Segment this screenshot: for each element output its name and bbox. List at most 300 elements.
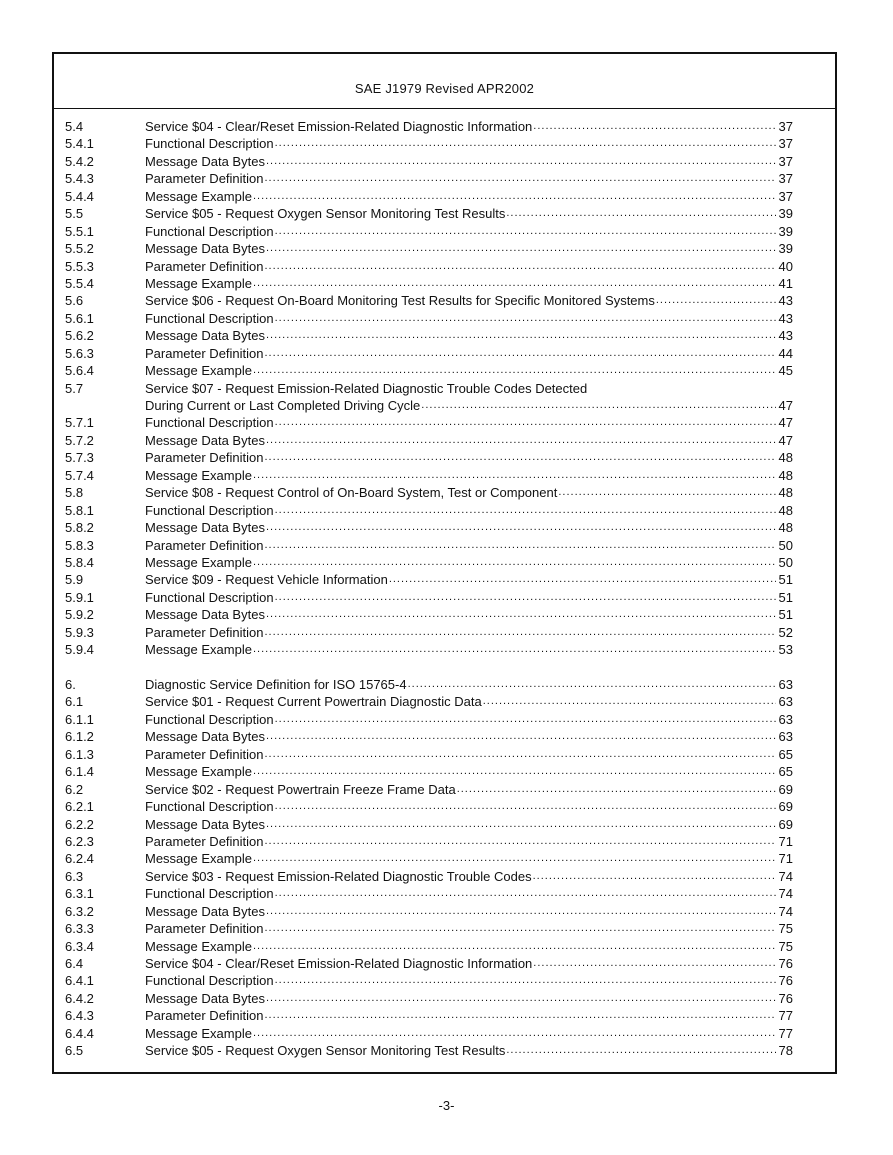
toc-page-number: 69 bbox=[778, 816, 793, 832]
toc-dot-leader bbox=[253, 467, 776, 484]
toc-dot-leader bbox=[275, 135, 776, 152]
toc-entry bbox=[65, 641, 793, 658]
toc-dot-leader bbox=[253, 850, 776, 867]
toc-dot-leader bbox=[457, 781, 776, 798]
toc-dot-leader bbox=[533, 955, 776, 972]
toc-dot-leader bbox=[266, 519, 776, 536]
toc-dot-leader bbox=[265, 833, 777, 850]
toc-page-number: 69 bbox=[778, 781, 793, 797]
toc-section-title: Parameter Definition bbox=[145, 258, 264, 274]
toc-section-number: 5.4 bbox=[65, 119, 84, 134]
toc-section-title: Service $04 - Clear/Reset Emission-Related Diagnostic Information bbox=[145, 956, 533, 971]
toc-entry-body bbox=[145, 310, 793, 327]
toc-section-title: Message Data Bytes bbox=[145, 241, 265, 257]
toc-page-number: 51 bbox=[778, 607, 793, 623]
toc-entry-body bbox=[145, 258, 793, 275]
toc-dot-leader bbox=[266, 432, 776, 449]
toc-entry bbox=[65, 571, 793, 588]
toc-dot-leader bbox=[389, 571, 776, 588]
toc-page-number: 43 bbox=[778, 293, 793, 309]
toc-section-number: 6.2.3 bbox=[65, 833, 94, 849]
toc-section-number: 6.1.4 bbox=[65, 764, 94, 780]
toc-page-number: 48 bbox=[778, 467, 793, 483]
toc-section-title: During Current or Last Completed Driving Cycle bbox=[145, 398, 421, 413]
toc-entry-body bbox=[145, 606, 793, 623]
toc-entry bbox=[65, 327, 793, 344]
toc-section-title: Functional Description bbox=[145, 502, 274, 518]
toc-entry bbox=[65, 868, 793, 885]
toc-page-number: 37 bbox=[778, 171, 793, 187]
toc-entry bbox=[65, 589, 793, 606]
toc-entry-body bbox=[145, 240, 793, 257]
toc-section-title: Functional Description bbox=[145, 310, 274, 326]
toc-entry-body bbox=[145, 223, 793, 240]
toc-entry-body bbox=[145, 519, 793, 536]
toc-page-number: 48 bbox=[778, 450, 793, 466]
toc-page-number: 53 bbox=[778, 642, 793, 658]
toc-entry bbox=[65, 292, 793, 309]
toc-page-number: 41 bbox=[778, 275, 793, 291]
toc-section-title: Functional Description bbox=[145, 886, 274, 902]
toc-page-number: 65 bbox=[778, 746, 793, 762]
toc-dot-leader bbox=[265, 920, 777, 937]
toc-section-number: 5.5 bbox=[65, 206, 84, 222]
toc-entry bbox=[65, 380, 793, 397]
toc-entry bbox=[65, 624, 793, 641]
toc-dot-leader bbox=[266, 816, 776, 833]
toc-section-number: 5.8.3 bbox=[65, 537, 94, 553]
toc-entry bbox=[65, 449, 793, 466]
toc-section-number: 5.6.2 bbox=[65, 328, 94, 344]
toc-section-title: Service $05 - Request Oxygen Sensor Monitoring Test Results bbox=[145, 1043, 506, 1059]
toc-entry bbox=[65, 885, 793, 902]
toc-section-number: 6.2.4 bbox=[65, 851, 94, 867]
toc-entry bbox=[65, 711, 793, 728]
toc-section-number: 5.5.4 bbox=[65, 275, 94, 291]
toc-entry-body bbox=[145, 397, 793, 414]
toc-entry-body bbox=[145, 449, 793, 466]
toc-page-number: 47 bbox=[778, 415, 793, 431]
toc-dot-leader bbox=[265, 624, 777, 641]
toc-entry-body bbox=[145, 693, 793, 710]
toc-entry-body bbox=[145, 1007, 793, 1024]
toc-section-title: Service $05 - Request Oxygen Sensor Monitoring Test Results bbox=[145, 206, 506, 222]
toc-section-title: Message Example bbox=[145, 764, 252, 780]
toc-entry-body bbox=[145, 275, 793, 292]
toc-entry bbox=[65, 205, 793, 222]
toc-section-number: 6.1.1 bbox=[65, 711, 94, 727]
toc-entry-body bbox=[145, 781, 793, 798]
toc-dot-leader bbox=[266, 153, 776, 170]
toc-page-number: 52 bbox=[778, 624, 793, 640]
toc-section-title: Functional Description bbox=[145, 415, 274, 431]
toc-section-title: Message Example bbox=[145, 1025, 252, 1041]
toc-dot-leader bbox=[253, 641, 776, 658]
toc-section-number: 6.4.2 bbox=[65, 990, 94, 1006]
page-number: -3- bbox=[438, 1098, 455, 1113]
toc-entry bbox=[65, 118, 793, 135]
toc-page-number: 43 bbox=[778, 310, 793, 326]
toc-section-title: Service $09 - Request Vehicle Information bbox=[145, 572, 388, 588]
toc-section-number: 5.9 bbox=[65, 572, 84, 588]
toc-page-number: 45 bbox=[778, 363, 793, 379]
toc-dot-leader bbox=[265, 449, 777, 466]
toc-entry-body bbox=[145, 292, 793, 309]
toc-section-title: Service $03 - Request Emission-Related Diagnostic Trouble Codes bbox=[145, 868, 532, 884]
toc-section-number: 5.8.4 bbox=[65, 554, 94, 570]
toc-section-title: Message Example bbox=[145, 554, 252, 570]
toc-section-title: Message Example bbox=[145, 938, 252, 954]
toc-entry bbox=[65, 816, 793, 833]
toc-dot-leader bbox=[265, 345, 777, 362]
toc-entry bbox=[65, 397, 793, 414]
toc-section-number: 6.4.1 bbox=[65, 973, 94, 989]
toc-section-title: Functional Description bbox=[145, 136, 274, 152]
toc-section-number: 6.4 bbox=[65, 956, 84, 971]
toc-page-number: 76 bbox=[778, 973, 793, 989]
toc-section-number: 5.8.1 bbox=[65, 502, 94, 518]
document-frame bbox=[52, 52, 837, 1074]
toc-section-title: Message Data Bytes bbox=[145, 328, 265, 344]
toc-page-number: 71 bbox=[778, 851, 793, 867]
document-header bbox=[54, 54, 835, 109]
toc-entry bbox=[65, 990, 793, 1007]
toc-section-title: Functional Description bbox=[145, 589, 274, 605]
toc-entry-body bbox=[145, 641, 793, 658]
toc-entry-body bbox=[145, 676, 793, 693]
toc-section-title: Message Data Bytes bbox=[145, 432, 265, 448]
toc-dot-leader bbox=[408, 676, 776, 693]
toc-section-number: 6.2 bbox=[65, 781, 84, 797]
toc-entry bbox=[65, 170, 793, 187]
toc-section-title: Message Data Bytes bbox=[145, 729, 265, 745]
toc-entry bbox=[65, 676, 793, 693]
toc-dot-leader bbox=[506, 205, 776, 222]
toc-section-number: 6.5 bbox=[65, 1043, 84, 1059]
toc-section-number: 6.2.1 bbox=[65, 799, 94, 815]
toc-page-number: 65 bbox=[778, 764, 793, 780]
toc-entry-body bbox=[145, 327, 793, 344]
toc-entry-body bbox=[145, 955, 793, 972]
toc-page-number: 50 bbox=[778, 537, 793, 553]
toc-page-number: 47 bbox=[778, 398, 793, 413]
toc-section-number: 6.2.2 bbox=[65, 816, 94, 832]
toc-entry bbox=[65, 414, 793, 431]
toc-section-title: Diagnostic Service Definition for ISO 15765-4 bbox=[145, 677, 407, 692]
toc-dot-leader bbox=[265, 258, 777, 275]
toc-section-number: 5.6.1 bbox=[65, 310, 94, 326]
toc-section-number: 5.9.3 bbox=[65, 624, 94, 640]
toc-entry-body bbox=[145, 380, 793, 397]
toc-page-number: 51 bbox=[778, 572, 793, 588]
toc-section-number: 6.3.4 bbox=[65, 938, 94, 954]
toc-entry bbox=[65, 223, 793, 240]
toc-section-title: Parameter Definition bbox=[145, 921, 264, 937]
toc-page-number: 50 bbox=[778, 554, 793, 570]
toc-entry bbox=[65, 763, 793, 780]
toc-dot-leader bbox=[266, 728, 776, 745]
toc-section-title: Parameter Definition bbox=[145, 1008, 264, 1024]
toc-section-title: Service $01 - Request Current Powertrain Diagnostic Data bbox=[145, 694, 482, 710]
toc-section-title: Functional Description bbox=[145, 799, 274, 815]
toc-entry bbox=[65, 746, 793, 763]
toc-entry-body bbox=[145, 432, 793, 449]
toc-section-title: Service $04 - Clear/Reset Emission-Related Diagnostic Information bbox=[145, 119, 533, 134]
toc-entry-body bbox=[145, 938, 793, 955]
toc-section-number: 5.7.4 bbox=[65, 467, 94, 483]
toc-page-number: 43 bbox=[778, 328, 793, 344]
toc-section-title: Service $02 - Request Powertrain Freeze Frame Data bbox=[145, 781, 456, 797]
toc-entry-body bbox=[145, 467, 793, 484]
toc-section-title: Message Example bbox=[145, 467, 252, 483]
toc-page-number: 39 bbox=[778, 206, 793, 222]
toc-page-number: 78 bbox=[778, 1043, 793, 1059]
toc-dot-leader bbox=[275, 972, 776, 989]
toc-page-number: 77 bbox=[778, 1008, 793, 1024]
toc-section-number: 5.5.2 bbox=[65, 241, 94, 257]
toc-page-number: 63 bbox=[778, 677, 793, 692]
toc-entry-body bbox=[145, 170, 793, 187]
toc-section-title: Message Data Bytes bbox=[145, 607, 265, 623]
toc-dot-leader bbox=[558, 484, 776, 501]
toc-entry-body bbox=[145, 414, 793, 431]
toc-section-number: 5.6.4 bbox=[65, 363, 94, 379]
toc-entry bbox=[65, 275, 793, 292]
toc-section-title: Parameter Definition bbox=[145, 171, 264, 187]
toc-page-number: 47 bbox=[778, 432, 793, 448]
toc-entry-body bbox=[145, 118, 793, 135]
toc-entry bbox=[65, 1007, 793, 1024]
toc-dot-leader bbox=[275, 414, 776, 431]
toc-page-number: 74 bbox=[778, 903, 793, 919]
toc-section-title: Parameter Definition bbox=[145, 345, 264, 361]
toc-section-number: 6.3.2 bbox=[65, 903, 94, 919]
toc-entry-body bbox=[145, 903, 793, 920]
toc-entry-body bbox=[145, 833, 793, 850]
toc-section-number: 5.9.2 bbox=[65, 607, 94, 623]
toc-page-number: 77 bbox=[778, 1025, 793, 1041]
toc-entry bbox=[65, 153, 793, 170]
toc-section-number: 6.4.4 bbox=[65, 1025, 94, 1041]
toc-section-number: 5.8 bbox=[65, 485, 84, 501]
toc-entry-body bbox=[145, 1025, 793, 1042]
toc-section-title: Functional Description bbox=[145, 973, 274, 989]
toc-dot-leader bbox=[421, 397, 776, 414]
toc-dot-leader bbox=[266, 903, 776, 920]
toc-entry bbox=[65, 467, 793, 484]
toc-entry-body bbox=[145, 345, 793, 362]
toc-dot-leader bbox=[656, 292, 776, 309]
toc-dot-leader bbox=[275, 711, 776, 728]
toc-section-number: 5.4.1 bbox=[65, 136, 94, 152]
toc-section-number: 6.4.3 bbox=[65, 1008, 94, 1024]
toc-dot-leader bbox=[253, 1025, 776, 1042]
toc-entry bbox=[65, 537, 793, 554]
toc-page-number: 63 bbox=[778, 694, 793, 710]
toc-dot-leader bbox=[506, 1042, 776, 1059]
toc-entry-body bbox=[145, 153, 793, 170]
toc-entry bbox=[65, 798, 793, 815]
toc-section-title: Parameter Definition bbox=[145, 450, 264, 466]
toc-section-number: 5.9.1 bbox=[65, 589, 94, 605]
toc-entry-body bbox=[145, 571, 793, 588]
toc-dot-leader bbox=[266, 606, 776, 623]
toc-dot-leader bbox=[275, 310, 776, 327]
toc-section-number: 5.5.3 bbox=[65, 258, 94, 274]
toc-page-number: 76 bbox=[778, 990, 793, 1006]
toc-section-number: 5.4.3 bbox=[65, 171, 94, 187]
toc-section-title: Service $06 - Request On-Board Monitoring Test Results for Specific Monitored Systems bbox=[145, 293, 655, 309]
toc-dot-leader bbox=[275, 223, 776, 240]
toc-section-title: Functional Description bbox=[145, 223, 274, 239]
toc-dot-leader bbox=[275, 798, 776, 815]
toc-dot-leader bbox=[265, 170, 777, 187]
toc-entry-body bbox=[145, 624, 793, 641]
toc-section-title: Parameter Definition bbox=[145, 624, 264, 640]
toc-page-number: 75 bbox=[778, 938, 793, 954]
toc-dot-leader bbox=[253, 763, 776, 780]
toc-entry bbox=[65, 1042, 793, 1059]
toc-entry-body bbox=[145, 990, 793, 1007]
toc-section-number bbox=[65, 397, 145, 414]
toc-entry-body bbox=[145, 850, 793, 867]
toc-entry bbox=[65, 135, 793, 152]
toc-entry-body bbox=[145, 746, 793, 763]
toc-entry-body bbox=[145, 188, 793, 205]
toc-section-number: 5.5.1 bbox=[65, 223, 94, 239]
toc-section-number: 6. bbox=[65, 677, 76, 692]
toc-section-title: Message Data Bytes bbox=[145, 153, 265, 169]
toc-entry bbox=[65, 554, 793, 571]
toc-entry-body bbox=[145, 484, 793, 501]
toc-dot-leader bbox=[533, 868, 776, 885]
toc-section-number: 6.1.2 bbox=[65, 729, 94, 745]
toc-section-number: 6.1 bbox=[65, 694, 84, 710]
toc-section-title: Parameter Definition bbox=[145, 833, 264, 849]
toc-entry bbox=[65, 728, 793, 745]
toc-section-number: 5.7.2 bbox=[65, 432, 94, 448]
toc-section-title: Parameter Definition bbox=[145, 537, 264, 553]
toc-entry-body bbox=[145, 537, 793, 554]
toc-dot-leader bbox=[253, 188, 776, 205]
toc-section-title: Parameter Definition bbox=[145, 746, 264, 762]
toc-dot-leader bbox=[266, 327, 776, 344]
toc-entry-body bbox=[145, 135, 793, 152]
toc-entry-body bbox=[145, 798, 793, 815]
toc-section-title: Functional Description bbox=[145, 711, 274, 727]
toc-section-title: Message Data Bytes bbox=[145, 903, 265, 919]
toc-dot-leader bbox=[483, 693, 776, 710]
toc-section-title: Message Data Bytes bbox=[145, 816, 265, 832]
toc-section-title: Message Example bbox=[145, 851, 252, 867]
toc-entry-body bbox=[145, 554, 793, 571]
toc-page-number: 71 bbox=[778, 833, 793, 849]
toc-section-title: Message Example bbox=[145, 363, 252, 379]
toc-entry-body bbox=[145, 920, 793, 937]
toc-page-number: 63 bbox=[778, 729, 793, 745]
toc-entry bbox=[65, 258, 793, 275]
toc-entry-body bbox=[145, 502, 793, 519]
toc-dot-leader bbox=[253, 938, 776, 955]
toc-section-number: 6.3.3 bbox=[65, 921, 94, 937]
toc-section-title: Service $07 - Request Emission-Related Diagnostic Trouble Codes Detected bbox=[145, 380, 588, 396]
toc-page-number: 40 bbox=[778, 258, 793, 274]
toc-page-number: 74 bbox=[778, 886, 793, 902]
toc-page-number: 37 bbox=[778, 136, 793, 152]
toc-entry bbox=[65, 484, 793, 501]
toc-entry bbox=[65, 1025, 793, 1042]
toc-entry-body bbox=[145, 728, 793, 745]
toc-entry bbox=[65, 903, 793, 920]
toc-entry-body bbox=[145, 589, 793, 606]
toc-entry-body bbox=[145, 816, 793, 833]
toc-section-title: Service $08 - Request Control of On-Board System, Test or Component bbox=[145, 485, 558, 501]
toc-entry bbox=[65, 345, 793, 362]
toc-page-number: 74 bbox=[778, 868, 793, 884]
toc-dot-leader bbox=[253, 362, 776, 379]
toc-page-number: 48 bbox=[778, 520, 793, 536]
toc-section-number: 5.9.4 bbox=[65, 642, 94, 658]
toc-entry bbox=[65, 519, 793, 536]
toc-section-title: Message Example bbox=[145, 188, 252, 204]
toc-dot-leader bbox=[275, 885, 776, 902]
toc-page-number: 76 bbox=[778, 956, 793, 971]
toc-entry bbox=[65, 920, 793, 937]
toc-dot-leader bbox=[265, 537, 777, 554]
toc-page-number: 37 bbox=[778, 188, 793, 204]
toc-entry bbox=[65, 781, 793, 798]
toc-section-number: 5.6 bbox=[65, 293, 84, 309]
toc-dot-leader bbox=[265, 746, 777, 763]
toc-page-number: 48 bbox=[778, 485, 793, 501]
toc-entry bbox=[65, 606, 793, 623]
toc-section-number: 5.7 bbox=[65, 380, 84, 396]
toc-dot-leader bbox=[265, 1007, 777, 1024]
toc-dot-leader bbox=[266, 990, 776, 1007]
toc-entry bbox=[65, 833, 793, 850]
toc-dot-leader bbox=[253, 275, 776, 292]
toc-page-number: 69 bbox=[778, 799, 793, 815]
toc-page-number: 51 bbox=[778, 589, 793, 605]
toc-section-number: 5.8.2 bbox=[65, 520, 94, 536]
toc-section-number: 5.4.4 bbox=[65, 188, 94, 204]
toc-spacer bbox=[65, 659, 793, 676]
toc-entry-body bbox=[145, 205, 793, 222]
toc-section-number: 6.3.1 bbox=[65, 886, 94, 902]
toc-entry bbox=[65, 432, 793, 449]
toc-dot-leader bbox=[275, 502, 776, 519]
toc-page-number: 48 bbox=[778, 502, 793, 518]
toc-page-number: 39 bbox=[778, 223, 793, 239]
toc-entry bbox=[65, 972, 793, 989]
toc-entry bbox=[65, 850, 793, 867]
toc-section-number: 5.7.3 bbox=[65, 450, 94, 466]
toc-entry bbox=[65, 955, 793, 972]
toc-section-number: 6.1.3 bbox=[65, 746, 94, 762]
toc-page-number: 39 bbox=[778, 241, 793, 257]
toc-page-number: 44 bbox=[778, 345, 793, 361]
toc-entry bbox=[65, 362, 793, 379]
toc-section-number: 5.6.3 bbox=[65, 345, 94, 361]
toc-entry bbox=[65, 310, 793, 327]
toc-dot-leader bbox=[275, 589, 776, 606]
toc-entry-body bbox=[145, 711, 793, 728]
toc-section-title: Message Example bbox=[145, 275, 252, 291]
toc-entry bbox=[65, 502, 793, 519]
toc-dot-leader bbox=[533, 118, 776, 135]
toc-dot-leader bbox=[253, 554, 776, 571]
document-title: SAE J1979 Revised APR2002 bbox=[354, 81, 535, 96]
